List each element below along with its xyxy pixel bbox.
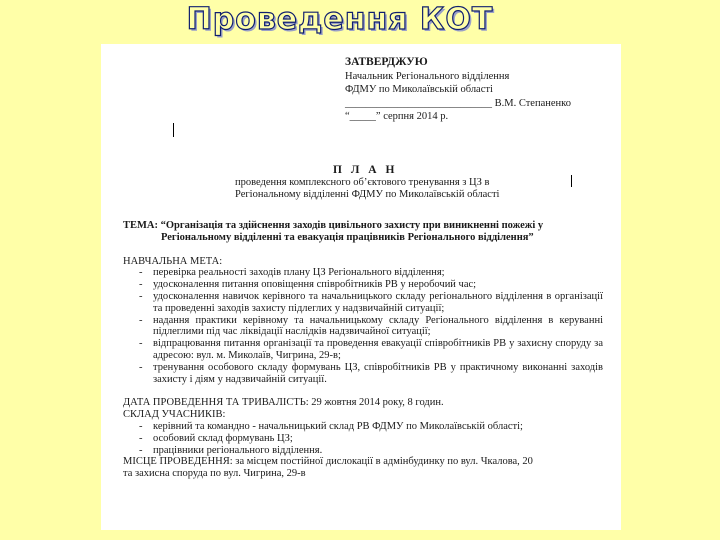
theme-line-2: Регіональному відділенні та евакуація працівників Регіонального відділення”: [161, 231, 534, 243]
plan-line-2: Регіональному відділенні ФДМУ по Миколаївській області: [235, 189, 500, 200]
approval-date-line: “_____” серпня 2014 р.: [345, 111, 449, 123]
bullet-dash: -: [139, 279, 143, 291]
slide-title: Проведення КОТ: [186, 2, 494, 37]
approval-line-2: ФДМУ по Миколаївській області: [345, 84, 493, 96]
document-page: [101, 44, 621, 530]
approval-block: [345, 56, 571, 124]
bullet-dash: -: [139, 444, 143, 456]
participant-item: - керівний та командно - начальницький склад РВ ФДМУ по Миколаївській області;: [139, 420, 523, 432]
plan-heading: П Л А Н: [333, 164, 398, 176]
theme-line-1: ТЕМА: “Організація та здійснення заходів цивільного захисту при виникненні пожежі у: [123, 220, 544, 231]
bullet-dash: -: [139, 290, 143, 302]
plan-line-1: проведення комплексного об’єктового тренування з ЦЗ в: [235, 177, 490, 188]
goal-item: - тренування особового складу формувань ЦЗ, співробітників РВ у практичному виконанні заходів захисту і дiям у надзвичайній ситуації.: [139, 361, 603, 385]
bullet-dash: -: [139, 267, 143, 279]
text-cursor: [173, 123, 174, 137]
goal-heading: НАВЧАЛЬНА МЕТА:: [123, 255, 223, 267]
goal-item: - перевірка реальності заходів плану ЦЗ Регіонального відділення;: [139, 267, 445, 279]
goal-item: - удосконалення питання оповіщення співробітників РВ у неробочий час;: [139, 279, 477, 291]
bullet-dash: -: [139, 361, 143, 373]
bullet-dash: -: [139, 314, 143, 326]
goal-item: - відпрацювання питання організації та проведення евакуації співробітників РВ у захисну споруду за адресою: вул. м. Миколаїв, Чигрина, 29-в;: [139, 338, 603, 361]
goal-item: - удосконалення навичок керівного та начальницького складу регіонального відділення в організації та проведенні заходів захисту підлеглих у надзвичайній ситуації;: [139, 290, 603, 314]
participant-item: - особовий склад формувань ЦЗ;: [139, 432, 293, 444]
place-line-1: МІСЦЕ ПРОВЕДЕННЯ: за місцем постійної дислокації в адмінбудинку по вул. Чкалова, 20: [123, 456, 533, 468]
goal-list: [123, 267, 603, 385]
participants-heading: СКЛАД УЧАСНИКІВ:: [123, 409, 226, 421]
approval-signature-line: ____________________________ В.М. Степаненко: [345, 97, 571, 109]
date-line: ДАТА ПРОВЕДЕННЯ ТА ТРИВАЛІСТЬ: 29 жовтня 2014 року, 8 годин.: [123, 397, 444, 409]
place-line-2: та захисна споруда по вул. Чигрина, 29-в: [123, 468, 306, 480]
approval-heading: ЗАТВЕРДЖУЮ: [345, 56, 428, 68]
goal-item: - надання практики керівному та начальницькому складу Регіонального відділення в керуванні підлеглими під час ліквідації наслідків надзвичайної ситуації;: [139, 314, 603, 338]
text-cursor: [571, 175, 572, 187]
approval-line-1: Начальник Регіонального відділення: [345, 70, 510, 82]
bullet-dash: -: [139, 432, 143, 444]
bullet-dash: -: [139, 338, 143, 350]
document-body: [123, 220, 603, 480]
participant-item: - працівники регіонального відділення.: [139, 444, 323, 456]
bullet-dash: -: [139, 420, 143, 432]
